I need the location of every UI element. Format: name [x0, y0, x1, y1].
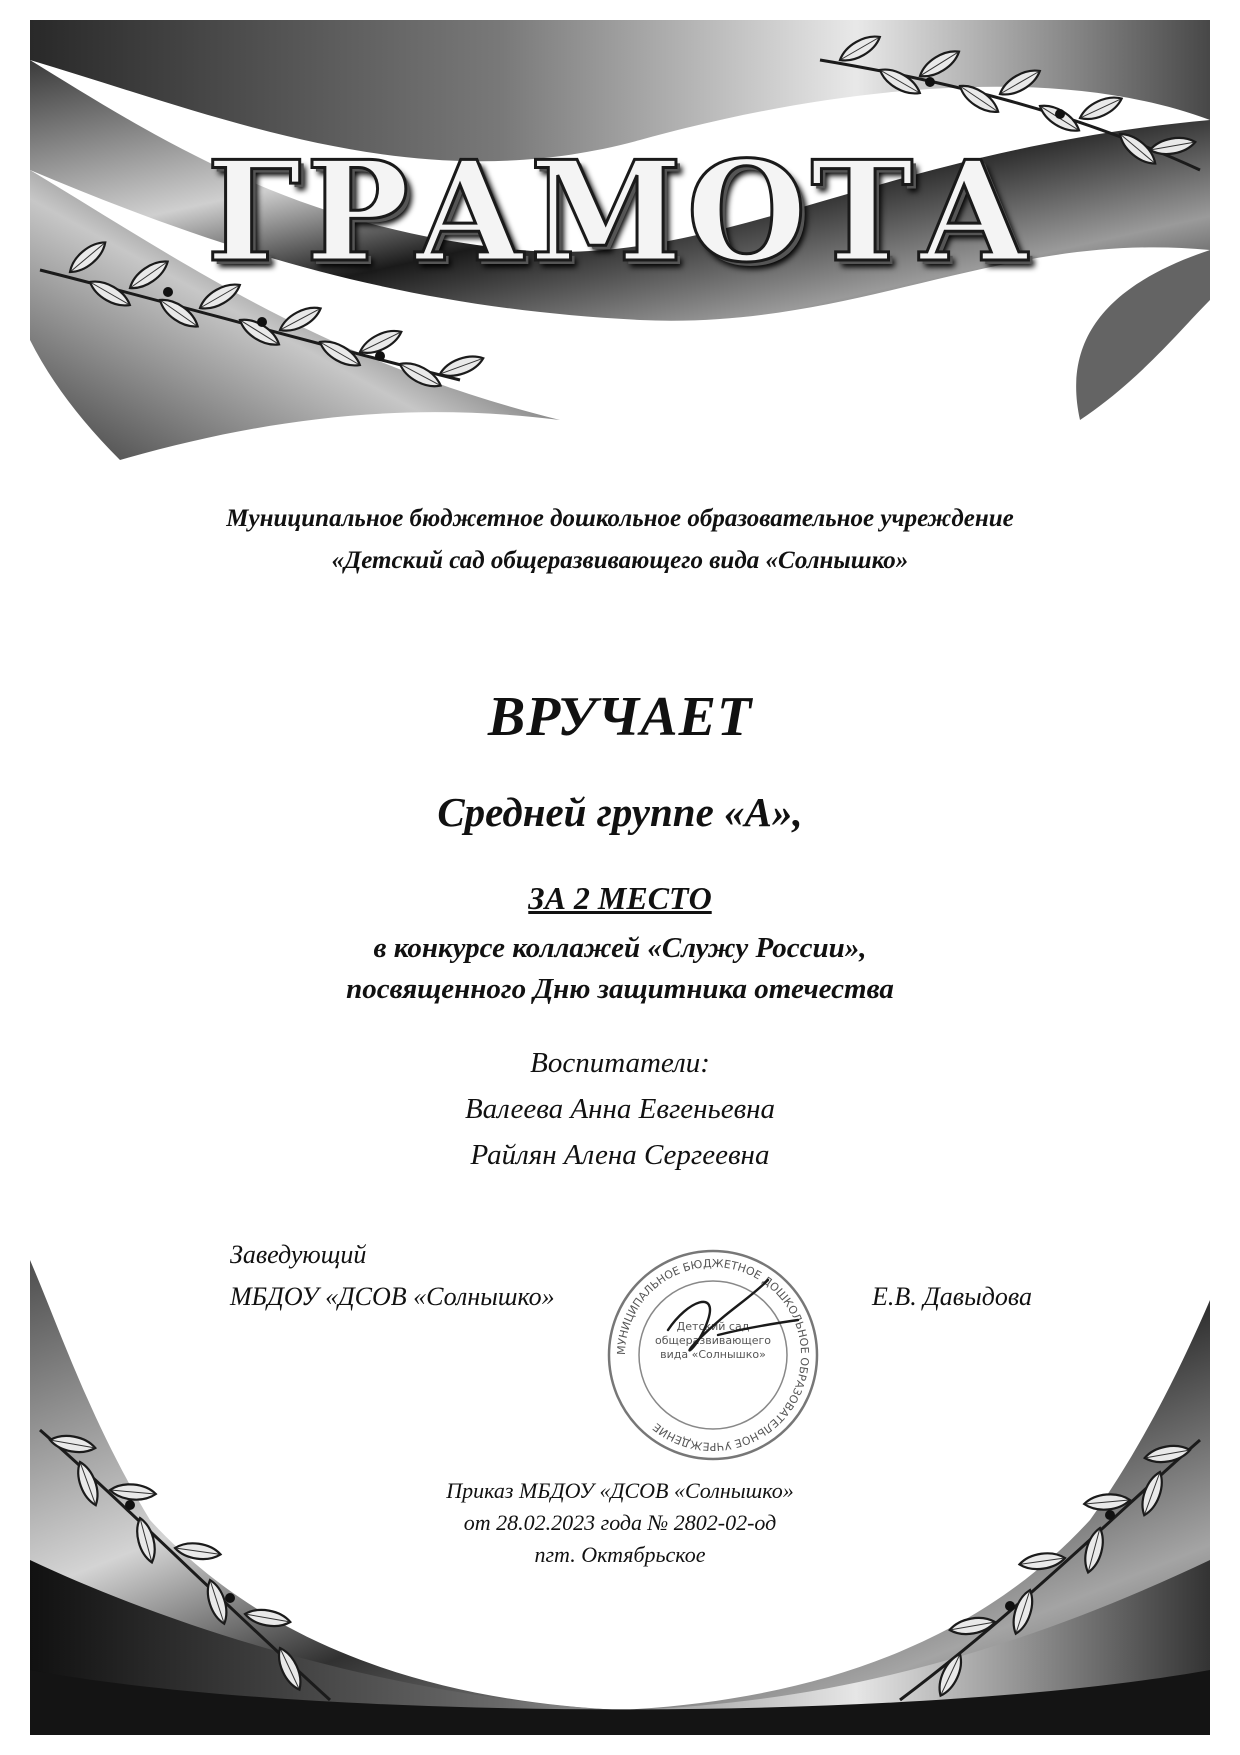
seal-center-text: Детский сад общеразвивающего вида «Солнышко»	[655, 1320, 771, 1361]
seal-ring-text: МУНИЦИПАЛЬНОЕ БЮДЖЕТНОЕ ДОШКОЛЬНОЕ ОБРАЗОВАТЕЛЬНОЕ УЧРЕЖДЕНИЕ	[614, 1256, 812, 1454]
teachers-label: Воспитатели:	[530, 1047, 710, 1079]
award-heading: ВРУЧАЕТ	[487, 686, 753, 748]
order-line-1: Приказ МБДОУ «ДСОВ «Солнышко»	[446, 1478, 794, 1503]
contest-line-1: в конкурсе коллажей «Служу России»,	[373, 932, 867, 964]
certificate-title: ГРАМОТА	[206, 130, 1034, 293]
head-position-line-2: МБДОУ «ДСОВ «Солнышко»	[230, 1282, 555, 1311]
order-line-2: от 28.02.2023 года № 2802-02-од	[463, 1510, 777, 1535]
order-line-3: пгт. Октябрьское	[534, 1542, 706, 1567]
place-text: ЗА 2 МЕСТО	[528, 880, 712, 916]
teacher-name: Райлян Алена Сергеевна	[470, 1139, 770, 1171]
teacher-name: Валеева Анна Евгеньевна	[464, 1093, 776, 1125]
organization-line-2: «Детский сад общеразвивающего вида «Солнышко»	[331, 547, 909, 574]
organization-line-1: Муниципальное бюджетное дошкольное образовательное учреждение	[226, 505, 1014, 532]
recipient-name: Средней группе «А»,	[437, 789, 803, 835]
head-position-line-1: Заведующий	[230, 1240, 367, 1269]
signer-name: Е.В. Давыдова	[872, 1282, 1032, 1311]
round-seal-icon	[598, 1240, 828, 1470]
contest-line-2: посвященного Дню защитника отечества	[346, 973, 894, 1005]
